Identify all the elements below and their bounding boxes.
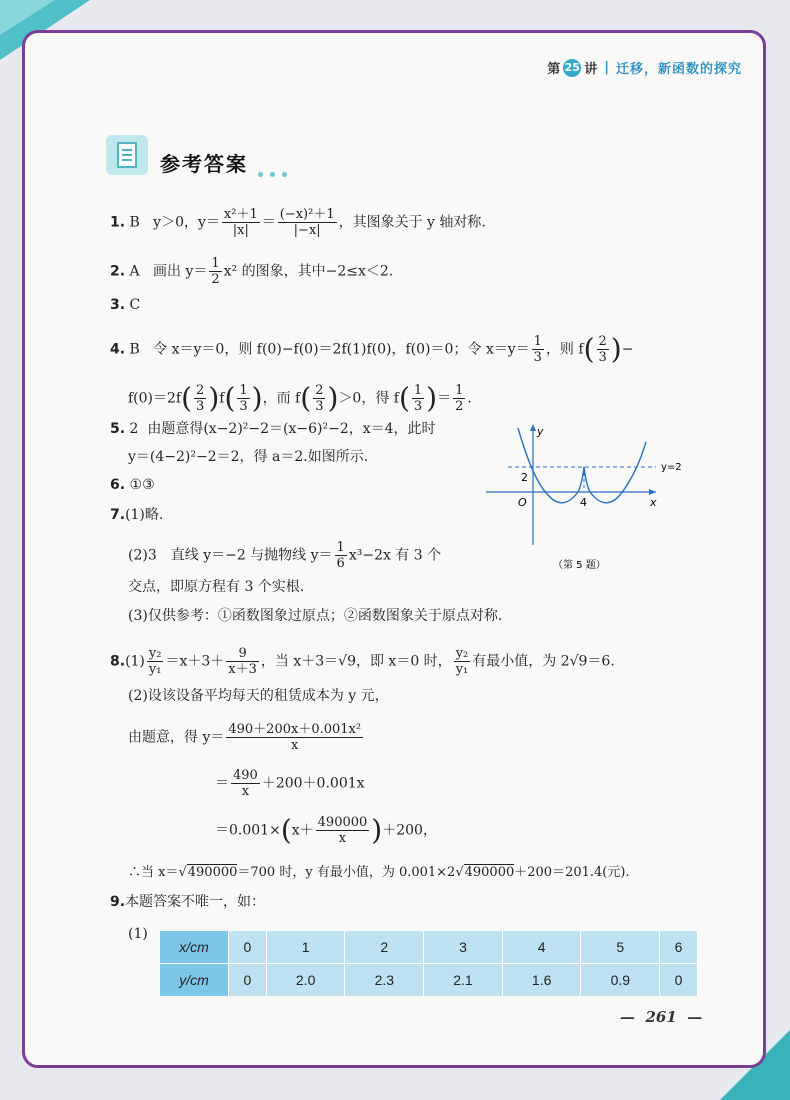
answer-9: 9.本题答案不唯一，如： <box>110 894 266 910</box>
figure-5 <box>478 420 698 580</box>
x-axis-arrow <box>649 489 656 495</box>
tick-label-2: 2 <box>521 471 528 484</box>
answer-7-part-2: (2)3 直线 y＝−2 与抛物线 y＝ $\frac{1}{6}$ x³−2x 有 3 个 <box>128 540 442 571</box>
answer-7-part-1: 7.(1)略. <box>110 507 164 523</box>
document-icon <box>106 135 148 175</box>
tick-label-4: 4 <box>580 496 587 509</box>
table-header-y: y/cm <box>160 964 229 997</box>
answer-7-part-2-cont: 交点，即原方程有 3 个实根. <box>128 579 305 595</box>
answer-1: 1. B y＞0，y＝ $\frac{\text{x²＋1}}{|x|}$ ＝ $\frac{\text{(−x)²＋1}}{|-x|}$ ，其图象关于 y 轴对称. <box>110 207 486 238</box>
y-axis-arrow <box>530 424 536 431</box>
answer-8-step-2: ＝ $\frac{490}{x}$ ＋200＋0.001x <box>215 768 365 799</box>
answer-4-line-2: f(0)＝2f( $\frac{2}{3}$ )f( $\frac{1}{3}$ )，而 f( $\frac{2}{3}$ )＞0，得 f( $\frac{1}{3}$ )＝ $\frac{1}{2}$ . <box>128 381 472 415</box>
answer-6: 6. ①③ <box>110 477 155 493</box>
curve-right <box>584 442 646 503</box>
answer-7-part-3: (3)仅供参考：①函数图象过原点；②函数图象关于原点对称. <box>128 608 503 624</box>
running-header <box>547 58 742 77</box>
answer-9-sub: (1) <box>128 926 148 942</box>
y-axis-label: y <box>537 425 544 438</box>
answer-8-part-2: (2)设该设备平均每天的租赁成本为 y 元， <box>128 688 389 704</box>
lecture-topic: 迁移，新函数的探究 <box>615 62 742 77</box>
lecture-suffix: 讲 <box>584 62 598 77</box>
answer-8-step-1: 由题意，得 y＝ $\frac{\text{490＋200x＋0.001x²}}{x}$ <box>128 722 362 753</box>
data-table <box>160 931 698 996</box>
answer-5-line-1: 5. 2 由题意得(x−2)²−2＝(x−6)²−2，x＝4，此时 <box>110 421 436 437</box>
title-dots <box>258 162 294 181</box>
header-separator: | <box>604 60 609 75</box>
table-row-y: y/cm 0 2.0 2.3 2.1 1.6 0.9 0 <box>160 964 698 997</box>
line-label: y=2 <box>661 462 682 473</box>
table-row-x: x/cm 0 1 2 3 4 5 6 <box>160 931 698 964</box>
answer-8-conclusion: ∴当 x＝√490000＝700 时，y 有最小值，为 0.001×2√490000＋200＝201.4(元). <box>128 865 630 880</box>
figure-caption: （第 5 题） <box>553 560 606 571</box>
lecture-prefix: 第 <box>547 62 561 77</box>
page-number: — 261 — <box>620 1008 703 1026</box>
answer-8-step-3: ＝0.001×(x＋ $\frac{490000}{x}$ )＋200， <box>215 813 437 847</box>
section-title: 参考答案 <box>160 152 248 176</box>
answer-5-line-2: y＝(4−2)²−2＝2，得 a＝2.如图所示. <box>128 449 369 465</box>
answer-8-part-1: 8.(1) $\frac{\text{y₂}}{\text{y₁}}$ ＝x＋3＋ $\frac{9}{x+3}$ ，当 x＋3＝√9，即 x＝0 时， $\frac{\text{y₂}}{\text{y₁}}$ 有最小值，为 2√9＝6. <box>110 646 615 677</box>
x-axis-label: x <box>650 496 657 509</box>
lecture-number-badge: 25 <box>563 59 581 77</box>
answer-2: 2. A 画出 y＝ $\frac{1}{2}$ x² 的图象，其中−2≤x＜2. <box>110 256 394 287</box>
answer-4-line-1: 4. B 令 x＝y＝0，则 f(0)−f(0)＝2f(1)f(0)，f(0)＝0；令 x＝y＝ $\frac{1}{3}$ ，则 f( $\frac{2}{3}$ )− <box>110 332 634 366</box>
table-header-x: x/cm <box>160 931 229 964</box>
answer-3: 3. C <box>110 297 141 313</box>
origin-label: O <box>518 496 527 509</box>
